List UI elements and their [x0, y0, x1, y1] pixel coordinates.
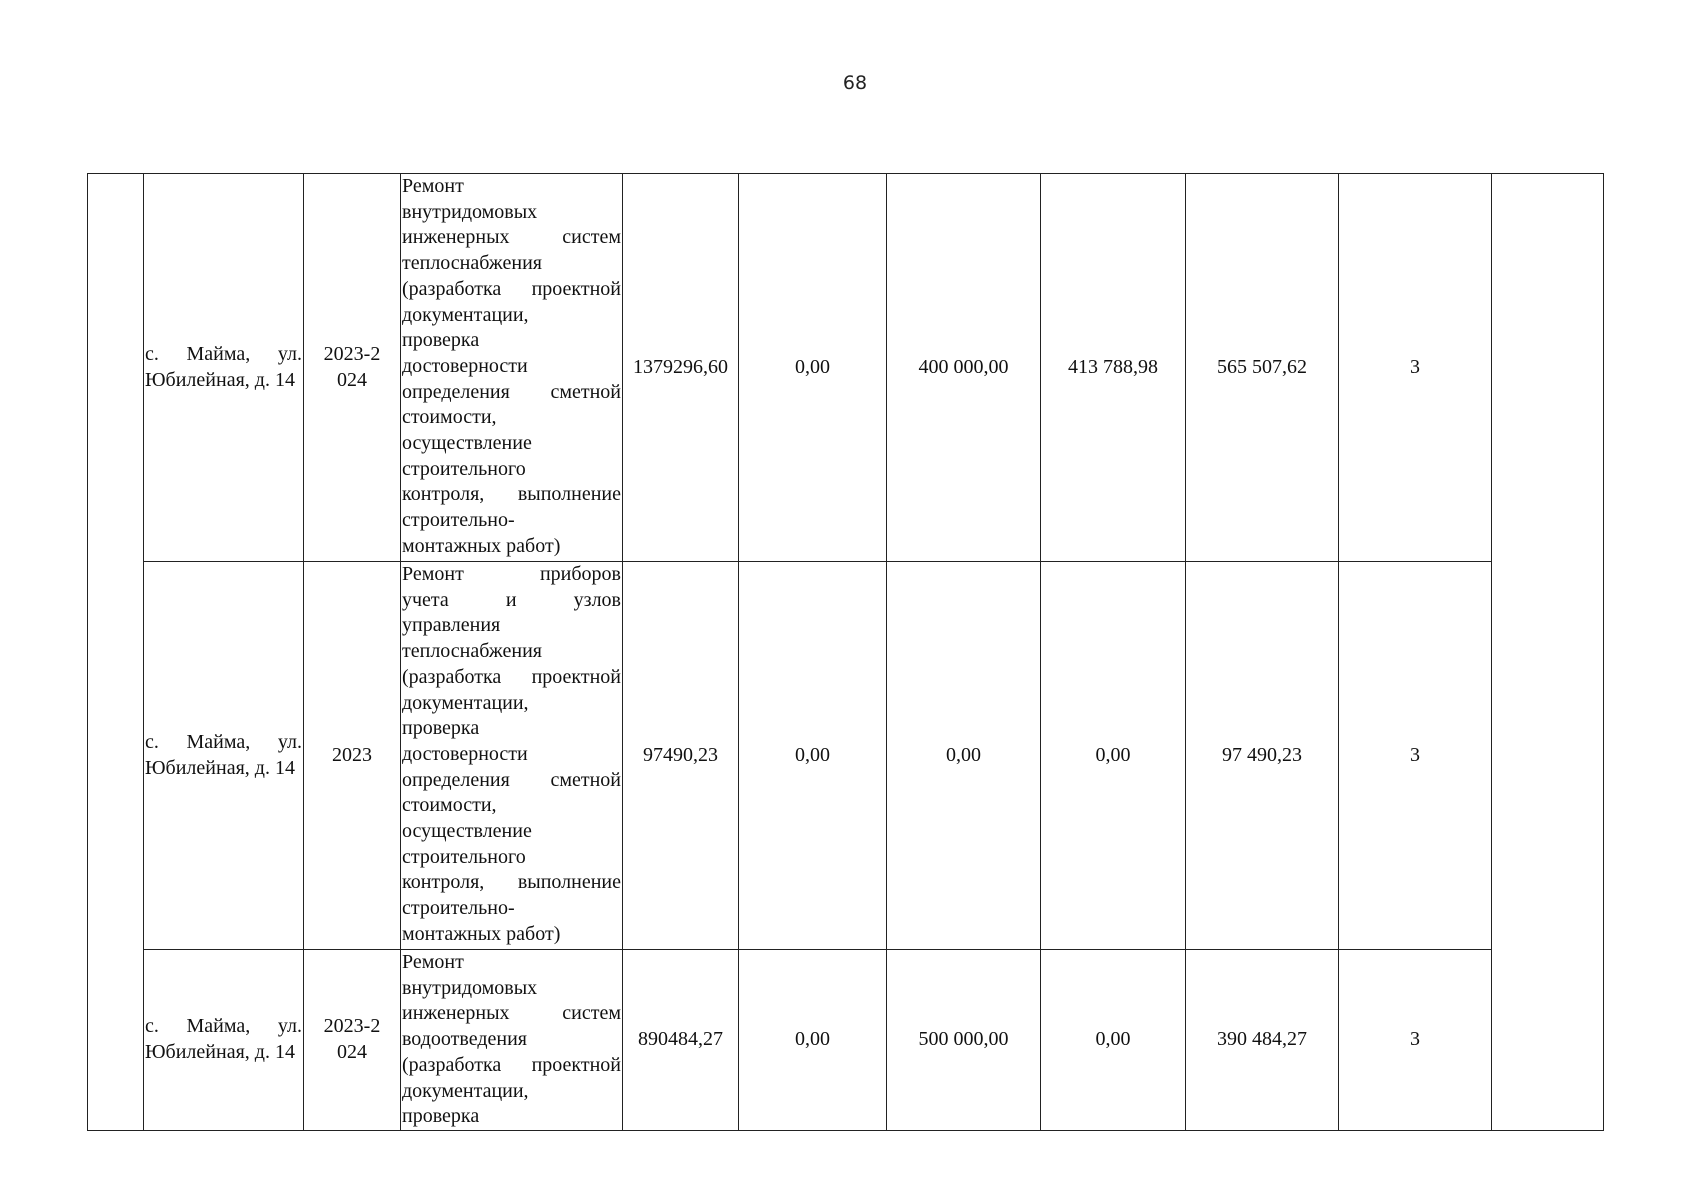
work-description-cell [401, 174, 623, 562]
table-row [88, 562, 1604, 950]
index-cell [88, 174, 144, 1131]
years-cell: 2023 [304, 562, 401, 950]
work-line: монтажных работ) [402, 534, 561, 557]
work-line: строительно- [402, 509, 515, 532]
method-cell: 3 [1339, 562, 1492, 950]
work-description-cell [401, 562, 623, 950]
local-budget-cell: 413 788,98 [1041, 174, 1186, 562]
work-line: документации, [402, 1079, 529, 1102]
regional-budget-cell: 500 000,00 [887, 950, 1041, 1131]
work-line: документации, [402, 303, 529, 326]
work-line: теплоснабжения [402, 252, 542, 275]
work-line: проверка [402, 1105, 480, 1128]
notes-cell [1492, 174, 1604, 1131]
work-line: строительно- [402, 897, 515, 920]
work-line: водоотведения [402, 1028, 527, 1051]
work-line: проверка [402, 329, 480, 352]
method-cell: 3 [1339, 174, 1492, 562]
work-line: контроля, выполнение [402, 871, 621, 894]
work-line: стоимости, [402, 794, 497, 817]
work-line: осуществление [402, 432, 532, 455]
work-line: определения сметной [402, 380, 621, 403]
years-text: 2023-2024 [323, 1015, 381, 1063]
page-number: 68 [842, 72, 868, 94]
local-budget-cell: 0,00 [1041, 562, 1186, 950]
work-line: осуществление [402, 820, 532, 843]
table-row [88, 174, 1604, 562]
owners-funds-cell: 390 484,27 [1186, 950, 1339, 1131]
total-cost-cell: 890484,27 [623, 950, 739, 1131]
work-line: Ремонт приборов [402, 563, 621, 585]
local-budget-cell: 0,00 [1041, 950, 1186, 1131]
work-line: строительного [402, 845, 526, 868]
work-line: документации, [402, 691, 529, 714]
years-cell [304, 174, 401, 562]
owners-funds-cell: 565 507,62 [1186, 174, 1339, 562]
work-line: (разработка проектной [402, 665, 621, 688]
work-line: строительного [402, 457, 526, 480]
work-line: (разработка проектной [402, 1053, 621, 1076]
address-cell: с. Майма, ул. Юбилейная, д. 14 [144, 950, 304, 1131]
years-text: 2023-2024 [323, 342, 381, 391]
work-line: достоверности [402, 354, 528, 377]
work-line: инженерных систем [402, 1002, 621, 1025]
regional-budget-cell: 400 000,00 [887, 174, 1041, 562]
work-line: стоимости, [402, 406, 497, 429]
fund-cost-cell: 0,00 [739, 174, 887, 562]
work-line: внутридомовых [402, 200, 538, 223]
fund-cost-cell: 0,00 [739, 950, 887, 1131]
address-cell: с. Майма, ул. Юбилейная, д. 14 [144, 562, 304, 950]
program-table [87, 173, 1604, 1131]
years-cell [304, 950, 401, 1131]
work-line: определения сметной [402, 768, 621, 791]
work-line: управления [402, 614, 501, 637]
work-line: Ремонт [402, 175, 464, 197]
fund-cost-cell: 0,00 [739, 562, 887, 950]
work-line: теплоснабжения [402, 640, 542, 663]
method-cell: 3 [1339, 950, 1492, 1131]
work-line: достоверности [402, 742, 528, 765]
total-cost-cell: 1379296,60 [623, 174, 739, 562]
work-line: проверка [402, 717, 480, 740]
total-cost-cell: 97490,23 [623, 562, 739, 950]
table-row [88, 950, 1604, 1131]
work-line: Ремонт [402, 951, 464, 973]
owners-funds-cell: 97 490,23 [1186, 562, 1339, 950]
work-line: контроля, выполнение [402, 483, 621, 506]
work-line: монтажных работ) [402, 922, 561, 945]
work-line: (разработка проектной [402, 277, 621, 300]
work-line: инженерных систем [402, 226, 621, 249]
address-cell: с. Майма, ул. Юбилейная, д. 14 [144, 174, 304, 562]
work-line: внутридомовых [402, 976, 538, 999]
work-description-cell [401, 950, 623, 1131]
work-line: учета и узлов [402, 588, 621, 611]
regional-budget-cell: 0,00 [887, 562, 1041, 950]
